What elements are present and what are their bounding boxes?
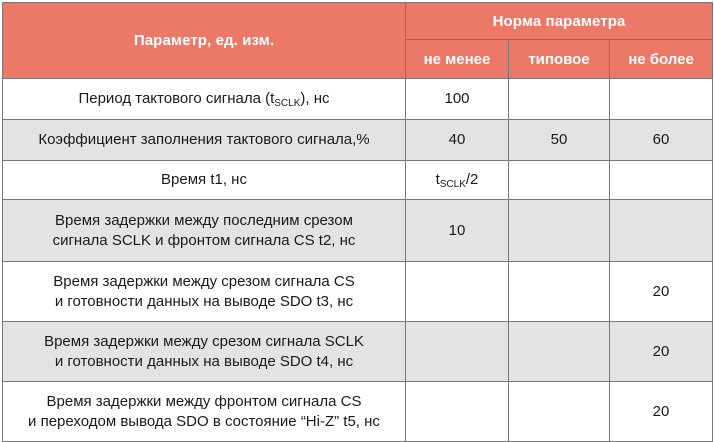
row-min (406, 322, 509, 382)
row-max (610, 200, 713, 262)
row-min: 10 (406, 200, 509, 262)
row-max: 20 (610, 382, 713, 442)
row-name-subscript: SCLK (274, 98, 301, 109)
table-row (3, 262, 713, 322)
row-name-line: Время задержки между срезом сигнала CS (53, 272, 355, 290)
row-min-subscript: SCLK (439, 179, 466, 190)
row-name-line: Время задержки между последним срезом (55, 211, 353, 229)
row-typ (509, 262, 610, 322)
row-name: Время t1, нс (3, 161, 406, 200)
header-max: не более (610, 40, 713, 79)
row-name (3, 79, 406, 120)
row-name-text: Период тактового сигнала (t (78, 90, 275, 107)
row-name (3, 322, 406, 382)
row-name-suffix: ), нс (300, 90, 330, 107)
header-parameter: Параметр, ед. изм. (3, 3, 406, 79)
row-typ (509, 382, 610, 442)
row-min (406, 382, 509, 442)
row-name (3, 382, 406, 442)
table-row (3, 382, 713, 442)
header-norm: Норма параметра (406, 3, 713, 40)
row-max: 20 (610, 322, 713, 382)
row-max: 60 (610, 120, 713, 161)
row-name-line: и переходом вывода SDO в состояние “Hi-Z” t5, нс (28, 412, 380, 430)
row-min (406, 262, 509, 322)
row-name-line: Время задержки между фронтом сигнала CS (46, 392, 362, 410)
row-name-line: Время задержки между срезом сигнала SCLK (44, 332, 364, 350)
header-row-top (3, 3, 713, 40)
row-name-line: и готовности данных на выводе SDO t4, нс (54, 352, 354, 370)
table-row (3, 322, 713, 382)
row-typ (509, 322, 610, 382)
header-min: не менее (406, 40, 509, 79)
row-min: 40 (406, 120, 509, 161)
row-max (610, 79, 713, 120)
header-typ: типовое (509, 40, 610, 79)
row-name (3, 262, 406, 322)
table-row (3, 120, 713, 161)
row-min: 100 (406, 79, 509, 120)
row-name (3, 200, 406, 262)
row-max: 20 (610, 262, 713, 322)
row-name: Коэффициент заполнения тактового сигнала,% (3, 120, 406, 161)
table-row (3, 161, 713, 200)
table-row (3, 79, 713, 120)
row-min-text: t (435, 171, 440, 188)
row-min-suffix: /2 (465, 171, 479, 188)
row-name-line: и готовности данных на выводе SDO t3, нс (54, 292, 354, 310)
row-typ (509, 79, 610, 120)
row-typ: 50 (509, 120, 610, 161)
row-typ (509, 200, 610, 262)
row-min (406, 161, 509, 200)
parameter-table (2, 2, 713, 442)
row-max (610, 161, 713, 200)
table-row (3, 200, 713, 262)
row-typ (509, 161, 610, 200)
row-name-line: сигнала SCLK и фронтом сигнала CS t2, нс (52, 231, 356, 249)
